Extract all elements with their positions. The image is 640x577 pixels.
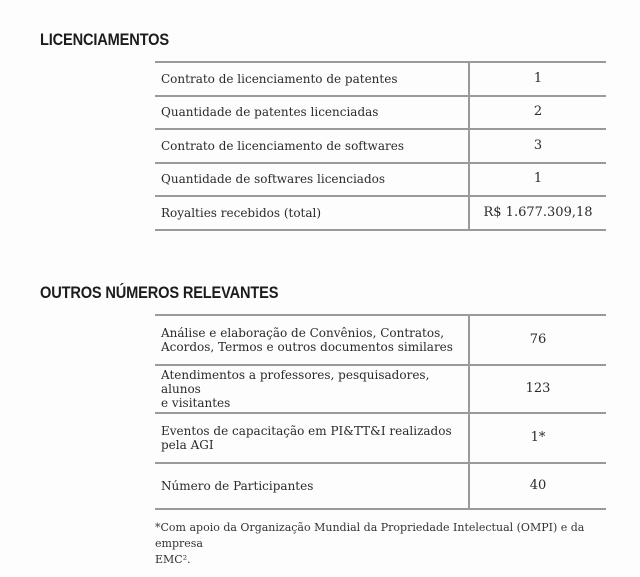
row-value: 1*: [469, 413, 606, 463]
row-label: [155, 315, 469, 365]
row-label: Quantidade de softwares licenciados: [155, 163, 469, 197]
table-row: [155, 196, 606, 230]
row-label-line: Análise e elaboração de Convênios, Contratos,: [161, 326, 445, 340]
table-row: [155, 315, 606, 365]
row-value: 123: [469, 365, 606, 413]
section-title-licenciamentos: LICENCIAMENTOS: [40, 30, 169, 49]
table-row: [155, 463, 606, 509]
row-value: 76: [469, 315, 606, 365]
row-label: Royalties recebidos (total): [155, 196, 469, 230]
table-row: [155, 62, 606, 96]
row-label-line: Número de Participantes: [161, 479, 314, 493]
row-value: 3: [469, 129, 606, 163]
section-title-outros-numeros: OUTROS NÚMEROS RELEVANTES: [40, 283, 279, 302]
row-value: 1: [469, 163, 606, 197]
row-label: [155, 413, 469, 463]
table-row: [155, 163, 606, 197]
row-label-line: e visitantes: [161, 396, 231, 410]
row-label-line: Eventos de capacitação em PI&TT&I realizados: [161, 424, 452, 438]
table-row: [155, 413, 606, 463]
row-value: R$ 1.677.309,18: [469, 196, 606, 230]
outros-numeros-table: [155, 314, 606, 510]
row-value: 2: [469, 96, 606, 130]
row-label: Quantidade de patentes licenciadas: [155, 96, 469, 130]
table-row: [155, 96, 606, 130]
licenciamentos-table: [155, 61, 606, 231]
row-label-line: Atendimentos a professores, pesquisadores, alunos: [161, 368, 430, 396]
row-label: [155, 463, 469, 509]
row-label: Contrato de licenciamento de softwares: [155, 129, 469, 163]
row-value: 40: [469, 463, 606, 509]
row-value: 1: [469, 62, 606, 96]
table-row: [155, 129, 606, 163]
row-label-line: Acordos, Termos e outros documentos similares: [161, 340, 453, 354]
row-label: [155, 365, 469, 413]
footnote-line: *Com apoio da Organização Mundial da Propriedade Intelectual (OMPI) e da empresa: [155, 521, 585, 550]
row-label-line: pela AGI: [161, 438, 214, 452]
row-label: Contrato de licenciamento de patentes: [155, 62, 469, 96]
table-row: [155, 365, 606, 413]
footnote: [155, 520, 595, 568]
footnote-line: EMC².: [155, 553, 191, 566]
